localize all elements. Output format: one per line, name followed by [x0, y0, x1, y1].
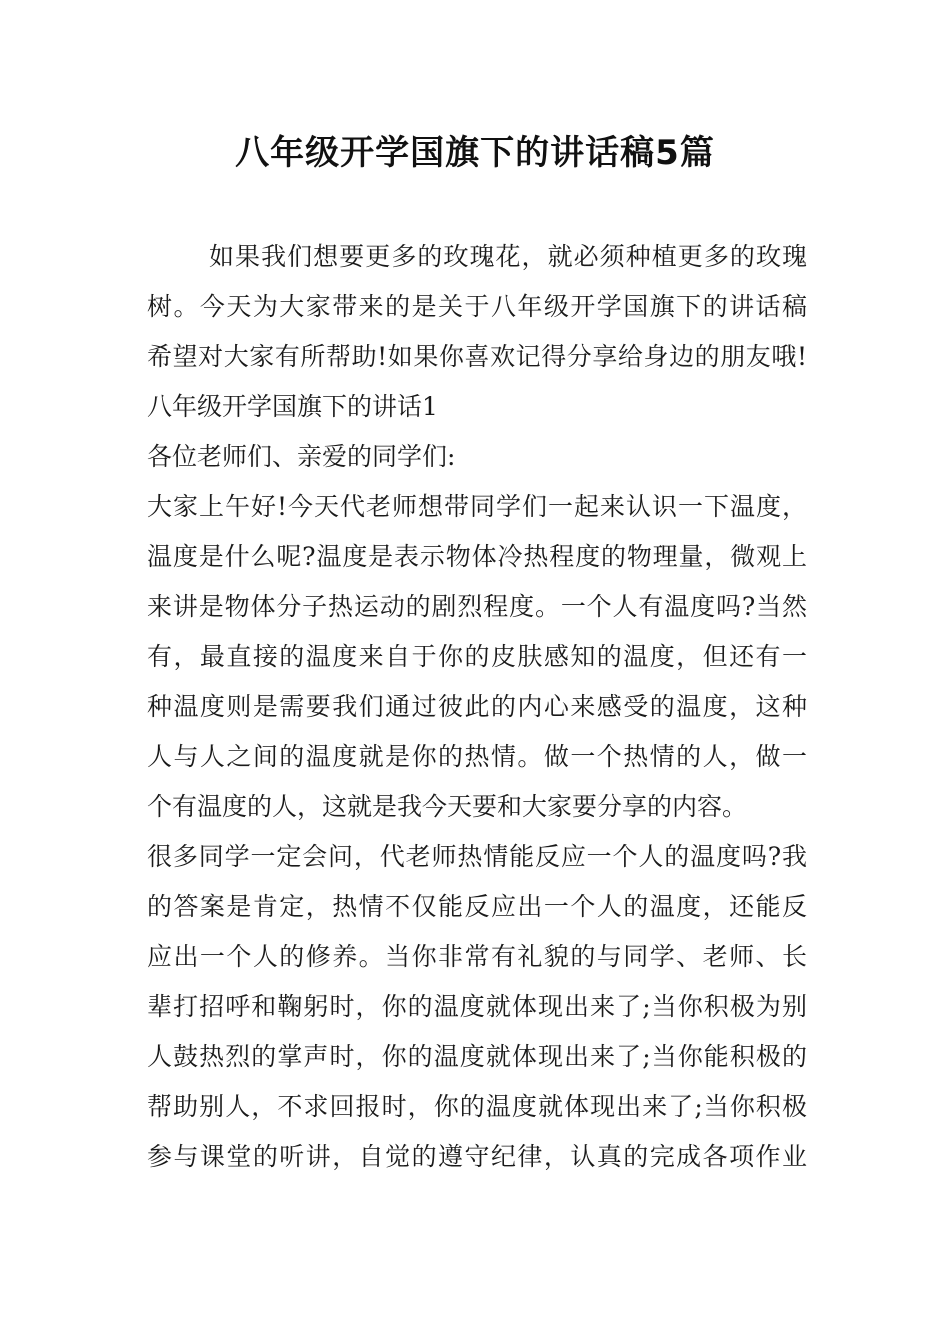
text-line: 温度是什么呢?温度是表示物体冷热程度的物理量，微观上 [147, 542, 807, 571]
document-title: 八年级开学国旗下的讲话稿5篇 [235, 133, 715, 173]
text-line: 的答案是肯定，热情不仅能反应出一个人的温度，还能反 [147, 892, 807, 921]
text-line: 帮助别人，不求回报时，你的温度就体现出来了;当你积极 [147, 1092, 807, 1121]
text-line: 人鼓热烈的掌声时，你的温度就体现出来了;当你能积极的 [147, 1042, 807, 1071]
text-line: 如果我们想要更多的玫瑰花，就必须种植更多的玫瑰 [209, 242, 807, 271]
text-line: 各位老师们、亲爱的同学们: [147, 442, 456, 471]
text-line: 个有温度的人，这就是我今天要和大家要分享的内容。 [147, 792, 748, 821]
text-line: 希望对大家有所帮助!如果你喜欢记得分享给身边的朋友哦! [147, 342, 807, 371]
text-line: 辈打招呼和鞠躬时，你的温度就体现出来了;当你积极为别 [147, 992, 807, 1021]
text-line: 参与课堂的听讲，自觉的遵守纪律，认真的完成各项作业 [147, 1142, 807, 1171]
text-line: 种温度则是需要我们通过彼此的内心来感受的温度，这种 [147, 692, 807, 721]
text-line: 大家上午好!今天代老师想带同学们一起来认识一下温度， [147, 492, 807, 521]
text-line: 很多同学一定会问，代老师热情能反应一个人的温度吗?我 [147, 842, 807, 871]
text-line: 树。今天为大家带来的是关于八年级开学国旗下的讲话稿 [147, 292, 807, 321]
text-line: 有，最直接的温度来自于你的皮肤感知的温度，但还有一 [147, 642, 807, 671]
text-line: 来讲是物体分子热运动的剧烈程度。一个人有温度吗?当然 [147, 592, 807, 621]
text-line: 八年级开学国旗下的讲话1 [147, 392, 438, 421]
text-line: 应出一个人的修养。当你非常有礼貌的与同学、老师、长 [147, 942, 807, 971]
text-line: 人与人之间的温度就是你的热情。做一个热情的人，做一 [147, 742, 807, 771]
document-body [147, 232, 807, 1182]
